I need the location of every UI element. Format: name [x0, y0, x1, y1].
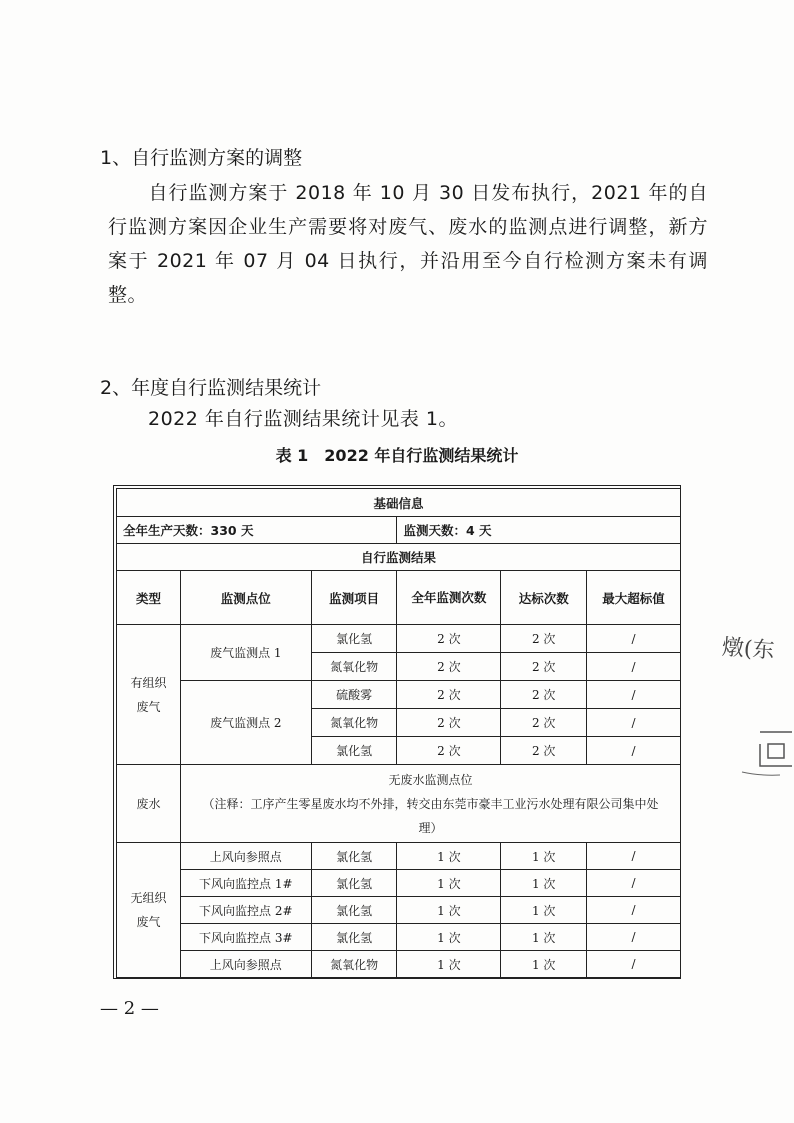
- results-header: 自行监测结果: [117, 544, 681, 571]
- col-header-pass: 达标次数: [501, 571, 587, 625]
- cell-point: 下风向监控点 1#: [180, 870, 311, 897]
- cell-max: /: [587, 870, 681, 897]
- cell-pass: 1 次: [501, 951, 587, 978]
- cell-item: 硫酸雾: [311, 681, 397, 709]
- cell-item: 氯化氢: [311, 870, 397, 897]
- cell-max: /: [587, 625, 681, 653]
- cell-count: 1 次: [397, 951, 501, 978]
- table-row: [117, 765, 681, 843]
- cell-point: 下风向监控点 3#: [180, 924, 311, 951]
- point-organized-2: 废气监测点 2: [180, 681, 311, 765]
- cell-pass: 1 次: [501, 897, 587, 924]
- col-header-type: 类型: [117, 571, 181, 625]
- cell-point: 上风向参照点: [180, 951, 311, 978]
- section-1-paragraph: 自行监测方案于 2018 年 10 月 30 日发布执行，2021 年的自行监测方案因企业生产需要将对废气、废水的监测点进行调整，新方案于 2021 年 07 月 04 日执行，并沿用至今自行检测方案未有调整。: [108, 182, 708, 306]
- cell-pass: 2 次: [501, 681, 587, 709]
- col-header-count: 全年监测次数: [397, 571, 501, 625]
- cell-max: /: [587, 653, 681, 681]
- cell-item: 氯化氢: [311, 924, 397, 951]
- cell-count: 2 次: [397, 653, 501, 681]
- cell-max: /: [587, 897, 681, 924]
- col-header-point: 监测点位: [180, 571, 311, 625]
- section-1-heading: 1、自行监测方案的调整: [100, 147, 303, 169]
- table-row: [117, 870, 681, 897]
- monitoring-results-table: [116, 488, 681, 978]
- wastewater-note: [180, 765, 680, 843]
- col-header-item: 监测项目: [311, 571, 397, 625]
- cell-max: /: [587, 843, 681, 870]
- cell-item: 氯化氢: [311, 843, 397, 870]
- cell-pass: 2 次: [501, 653, 587, 681]
- cell-max: /: [587, 681, 681, 709]
- cell-max: /: [587, 737, 681, 765]
- cell-pass: 1 次: [501, 843, 587, 870]
- cell-max: /: [587, 951, 681, 978]
- type-wastewater: 废水: [117, 765, 181, 843]
- cell-item: 氯化氢: [311, 625, 397, 653]
- cell-item: 氯化氢: [311, 737, 397, 765]
- cell-pass: 2 次: [501, 709, 587, 737]
- cell-count: 2 次: [397, 709, 501, 737]
- cell-count: 2 次: [397, 737, 501, 765]
- table-row: [117, 951, 681, 978]
- cell-pass: 1 次: [501, 924, 587, 951]
- table-row: [117, 897, 681, 924]
- cell-pass: 2 次: [501, 737, 587, 765]
- cell-pass: 2 次: [501, 625, 587, 653]
- cell-item: 氮氧化物: [311, 951, 397, 978]
- wastewater-line-2: （注释：工序产生零星废水均不外排，转交由东莞市豪丰工业污水处理有限公司集中处理）: [202, 796, 659, 835]
- basic-info-header: 基础信息: [117, 489, 681, 517]
- col-header-max: 最大超标值: [587, 571, 681, 625]
- page-number: — 2 —: [100, 998, 159, 1019]
- type-organized: 有组织废气: [117, 625, 181, 765]
- table-row: [117, 924, 681, 951]
- cell-max: /: [587, 924, 681, 951]
- table-row: [117, 625, 681, 653]
- cell-count: 1 次: [397, 870, 501, 897]
- stamp-fragment: [721, 630, 776, 665]
- type-fugitive: 无组织废气: [117, 843, 181, 978]
- cell-point: 下风向监控点 2#: [180, 897, 311, 924]
- point-organized-1: 废气监测点 1: [180, 625, 311, 681]
- section-2-heading: 2、年度自行监测结果统计: [100, 377, 322, 399]
- cell-count: 2 次: [397, 625, 501, 653]
- stamp-text: 燉(东: [721, 635, 776, 664]
- cell-item: 氯化氢: [311, 897, 397, 924]
- cell-count: 1 次: [397, 924, 501, 951]
- table-caption: 表 1 2022 年自行监测结果统计: [275, 446, 519, 465]
- cell-pass: 1 次: [501, 870, 587, 897]
- wastewater-line-1: 无废水监测点位: [388, 772, 473, 787]
- cell-item: 氮氧化物: [311, 709, 397, 737]
- production-days: 全年生产天数：330 天: [117, 517, 397, 544]
- cell-count: 1 次: [397, 843, 501, 870]
- cell-count: 2 次: [397, 681, 501, 709]
- cell-point: 上风向参照点: [180, 843, 311, 870]
- table-row: [117, 843, 681, 870]
- cell-max: /: [587, 709, 681, 737]
- stamp-mark: [740, 720, 794, 780]
- section-2-paragraph: 2022 年自行监测结果统计见表 1。: [148, 408, 459, 430]
- monitoring-days: 监测天数：4 天: [397, 517, 681, 544]
- cell-count: 1 次: [397, 897, 501, 924]
- table-row: [117, 681, 681, 709]
- cell-item: 氮氧化物: [311, 653, 397, 681]
